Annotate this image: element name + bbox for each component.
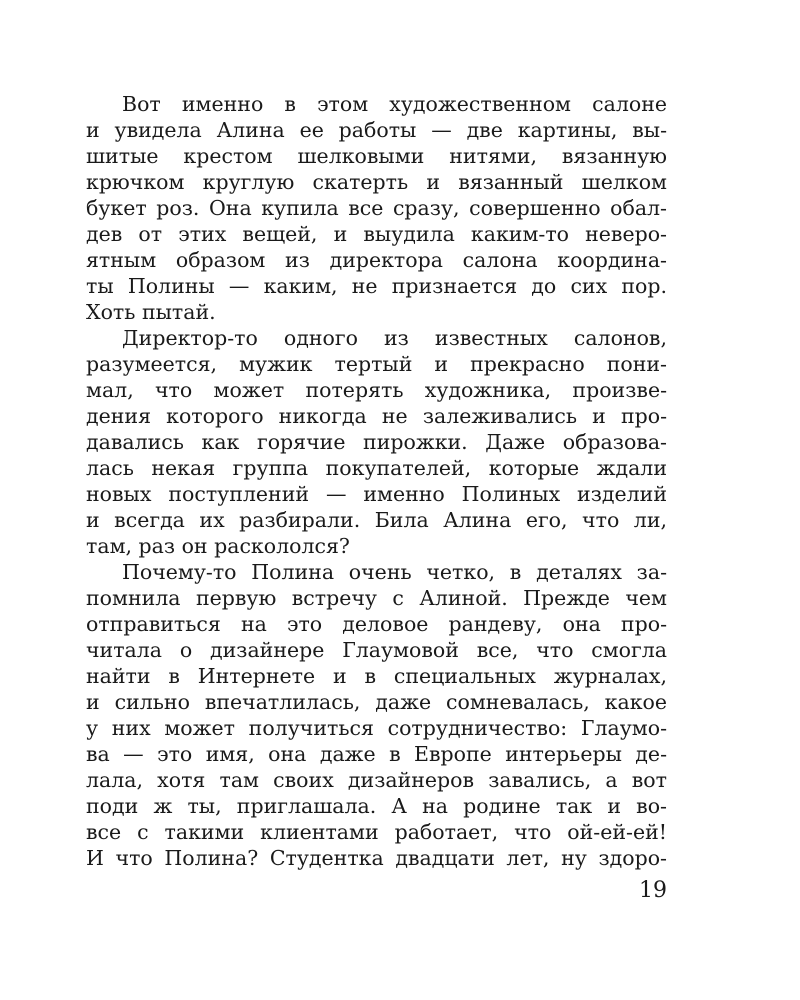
text-line: шитые крестом шелковыми нитями, вязанную bbox=[86, 144, 667, 168]
body-text bbox=[86, 91, 667, 871]
text-line: найти в Интернете и в специальных журналах, bbox=[86, 664, 667, 688]
text-line: у них может получиться сотрудничество: Глаумо- bbox=[86, 716, 667, 740]
text-line: дев от этих вещей, и выудила каким-то неверо- bbox=[86, 222, 667, 246]
text-line: крючком круглую скатерть и вязанный шелком bbox=[86, 170, 667, 194]
text-line: отправиться на это деловое рандеву, она про- bbox=[86, 612, 667, 636]
text-line: лала, хотя там своих дизайнеров завались, а вот bbox=[86, 768, 667, 792]
text-line: там, раз он раскололся? bbox=[86, 534, 350, 558]
text-line: Вот именно в этом художественном салоне bbox=[122, 92, 667, 116]
text-line: и увидела Алина ее работы — две картины, вы- bbox=[86, 118, 667, 142]
text-line: ятным образом из директора салона координа- bbox=[86, 248, 667, 272]
text-line: букет роз. Она купила все сразу, совершенно обал- bbox=[86, 196, 667, 220]
text-line: новых поступлений — именно Полиных изделий bbox=[86, 482, 667, 506]
text-line: читала о дизайнере Глаумовой все, что смогла bbox=[86, 638, 667, 662]
text-line: мал, что может потерять художника, произве- bbox=[86, 378, 667, 402]
text-line: Хоть пытай. bbox=[86, 300, 216, 324]
text-line: разумеется, мужик тертый и прекрасно пони- bbox=[86, 352, 667, 376]
text-line: и всегда их разбирали. Била Алина его, что ли, bbox=[86, 508, 667, 532]
text-line: поди ж ты, приглашала. А на родине так и во- bbox=[86, 794, 667, 818]
text-line: ты Полины — каким, не признается до сих пор. bbox=[86, 274, 667, 298]
text-line: давались как горячие пирожки. Даже образова- bbox=[86, 430, 667, 454]
text-line: и сильно впечатлилась, даже сомневалась, какое bbox=[86, 690, 667, 714]
text-line: лась некая группа покупателей, которые ждали bbox=[86, 456, 667, 480]
text-line: И что Полина? Студентка двадцати лет, ну здоро- bbox=[86, 846, 667, 870]
text-line: помнила первую встречу с Алиной. Прежде чем bbox=[86, 586, 667, 610]
text-line: Директор-то одного из известных салонов, bbox=[122, 326, 667, 350]
text-line: Почему-то Полина очень четко, в деталях за- bbox=[122, 560, 667, 584]
page-number: 19 bbox=[639, 878, 667, 903]
text-line: все с такими клиентами работает, что ой-ей-ей! bbox=[86, 820, 667, 844]
text-line: ва — это имя, она даже в Европе интерьеры де- bbox=[86, 742, 667, 766]
text-line: дения которого никогда не залеживались и про- bbox=[86, 404, 667, 428]
